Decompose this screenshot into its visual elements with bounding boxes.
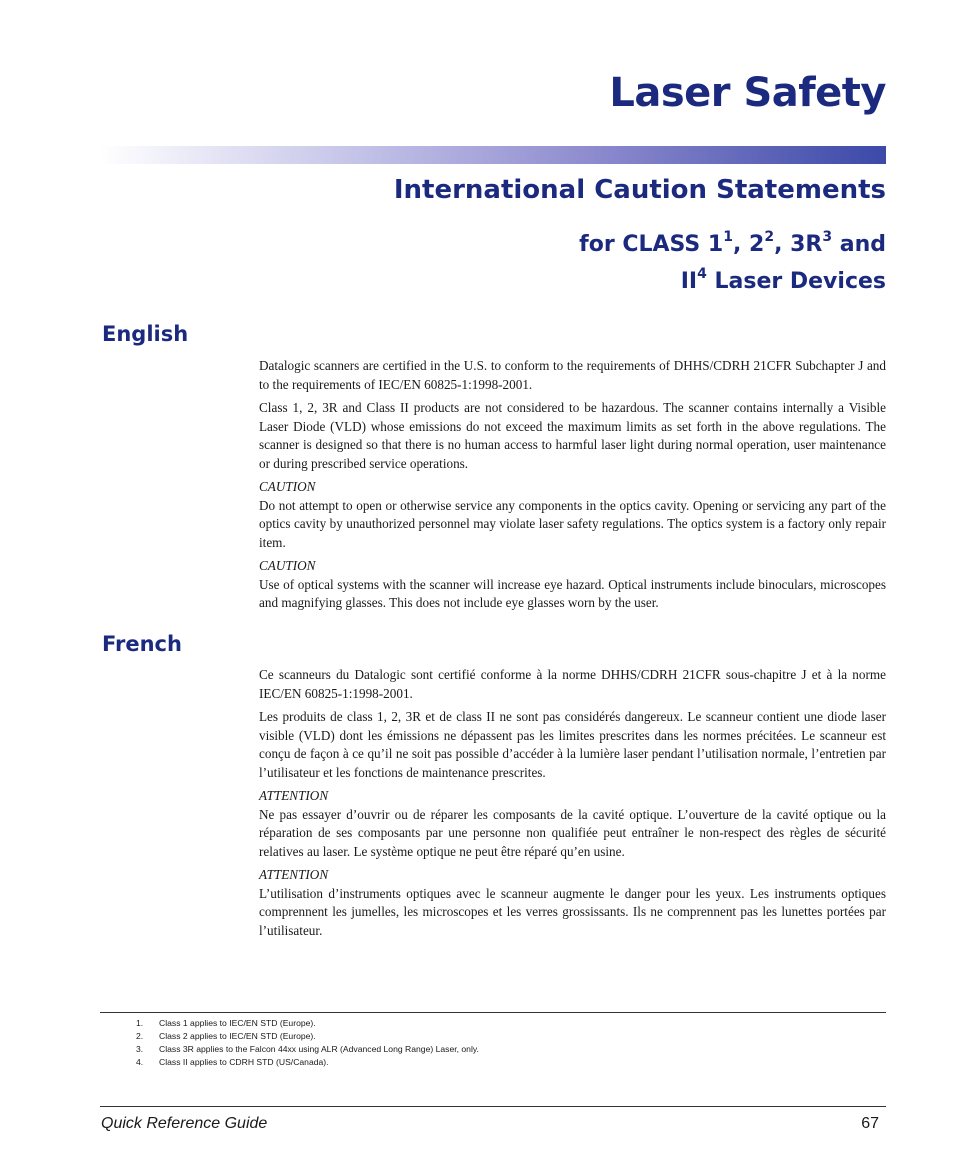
french-caution-1-text: Ne pas essayer d’ouvrir ou de réparer les composants de la cavité optique. L’ouverture de la cavité optique ou la réparation de ses composants par une personne non qualifiée peut entraîner le non-respect des règles de sécurité relatives au laser. Le système optique ne peut être réparé qu’en usine. <box>259 806 886 859</box>
footnote-item <box>136 1017 876 1030</box>
footnote-number: 4. <box>136 1057 144 1067</box>
footnote-text: Class 1 applies to IEC/EN STD (Europe). <box>159 1018 316 1028</box>
english-caution-2-text: Use of optical systems with the scanner will increase eye hazard. Optical instruments include binoculars, microscopes and magnifying glasses. This does not include eye glasses worn by the user. <box>259 576 886 610</box>
footnote-number: 2. <box>136 1031 144 1041</box>
english-paragraph-1: Datalogic scanners are certified in the U.S. to conform to the requirements of DHHS/CDRH 21CFR Subchapter J and to the requirements of IEC/EN 60825-1:1998-2001. <box>259 358 886 392</box>
french-heading: French <box>102 632 182 656</box>
english-heading: English <box>102 322 189 346</box>
footnote-divider <box>100 1012 886 1013</box>
french-section <box>259 666 886 945</box>
footnote-ref-2: 2 <box>764 229 775 245</box>
english-caution-1-text: Do not attempt to open or otherwise service any components in the optics cavity. Opening or servicing any part of the optics cavity by unauthorized personnel may violate laser safety regulations. The optics system is a factory only repair item. <box>259 497 886 550</box>
footnote-list <box>136 1017 876 1069</box>
sub-heading-line2-suffix: Laser Devices <box>706 269 886 294</box>
title-gradient-bar <box>100 146 886 164</box>
footnote-item <box>136 1030 876 1043</box>
footnote-ref-4: 4 <box>697 266 707 282</box>
sub-heading-part-2: , 2 <box>732 232 765 257</box>
sub-heading <box>500 226 886 300</box>
section-heading: International Caution Statements <box>393 175 886 205</box>
french-caution-2-text: L’utilisation d’instruments optiques avec le scanneur augmente le danger pour les yeux. Les instruments optiques comprennent les jumelles, les microscopes et les verres grossissants. Ils ne comprennent pas les lunettes portées par l’utilisateur. <box>259 885 886 938</box>
english-section <box>259 357 886 618</box>
footer-document-title: Quick Reference Guide <box>101 1115 268 1132</box>
english-caution-1-label: CAUTION <box>259 479 316 494</box>
footnote-number: 3. <box>136 1044 144 1054</box>
sub-heading-part-4: and <box>832 232 886 257</box>
footnote-number: 1. <box>136 1018 144 1028</box>
sub-heading-prefix: for CLASS 1 <box>579 232 724 257</box>
sub-heading-part-3: , 3R <box>774 232 823 257</box>
french-paragraph-2: Les produits de class 1, 2, 3R et de class II ne sont pas considérés dangereux. Le scanneur contient une diode laser visible (VLD) dont les émissions ne dépassent pas les limites prescrites dans les normes précitées. Le scanneur est conçu de façon à ce qu’il ne soit pas possible d’accéder à la lumière laser pendant l’utilisation normale, l’entretien par l’utilisateur et les fonctions de maintenance prescrites. <box>259 709 886 780</box>
english-caution-2-label: CAUTION <box>259 558 316 573</box>
sub-heading-line-1 <box>500 226 886 263</box>
french-caution-1-label: ATTENTION <box>259 788 329 803</box>
english-paragraph-2: Class 1, 2, 3R and Class II products are not considered to be hazardous. The scanner contains internally a Visible Laser Diode (VLD) whose emissions do not exceed the maximum limits as set forth in the above regulations. The scanner is designed so that there is no human access to harmful laser light during normal operation, user maintenance or during prescribed service operations. <box>259 400 886 471</box>
footnote-text: Class 2 applies to IEC/EN STD (Europe). <box>159 1031 316 1041</box>
footnote-text: Class II applies to CDRH STD (US/Canada). <box>159 1057 329 1067</box>
footnote-ref-3: 3 <box>822 229 833 245</box>
footer-divider <box>100 1106 886 1107</box>
page-number: 67 <box>861 1115 879 1132</box>
french-paragraph-1: Ce scanneurs du Datalogic sont certifié conforme à la norme DHHS/CDRH 21CFR sous-chapitre J et à la norme IEC/EN 60825-1:1998-2001. <box>259 667 886 701</box>
footnote-text: Class 3R applies to the Falcon 44xx using ALR (Advanced Long Range) Laser, only. <box>159 1044 479 1054</box>
footnote-item <box>136 1056 876 1069</box>
footnote-item <box>136 1043 876 1056</box>
sub-heading-line2-prefix: II <box>680 269 698 294</box>
sub-heading-line-2 <box>500 263 886 300</box>
page-title: Laser Safety <box>609 70 886 116</box>
footnote-ref-1: 1 <box>723 229 733 245</box>
french-caution-2-label: ATTENTION <box>259 867 329 882</box>
